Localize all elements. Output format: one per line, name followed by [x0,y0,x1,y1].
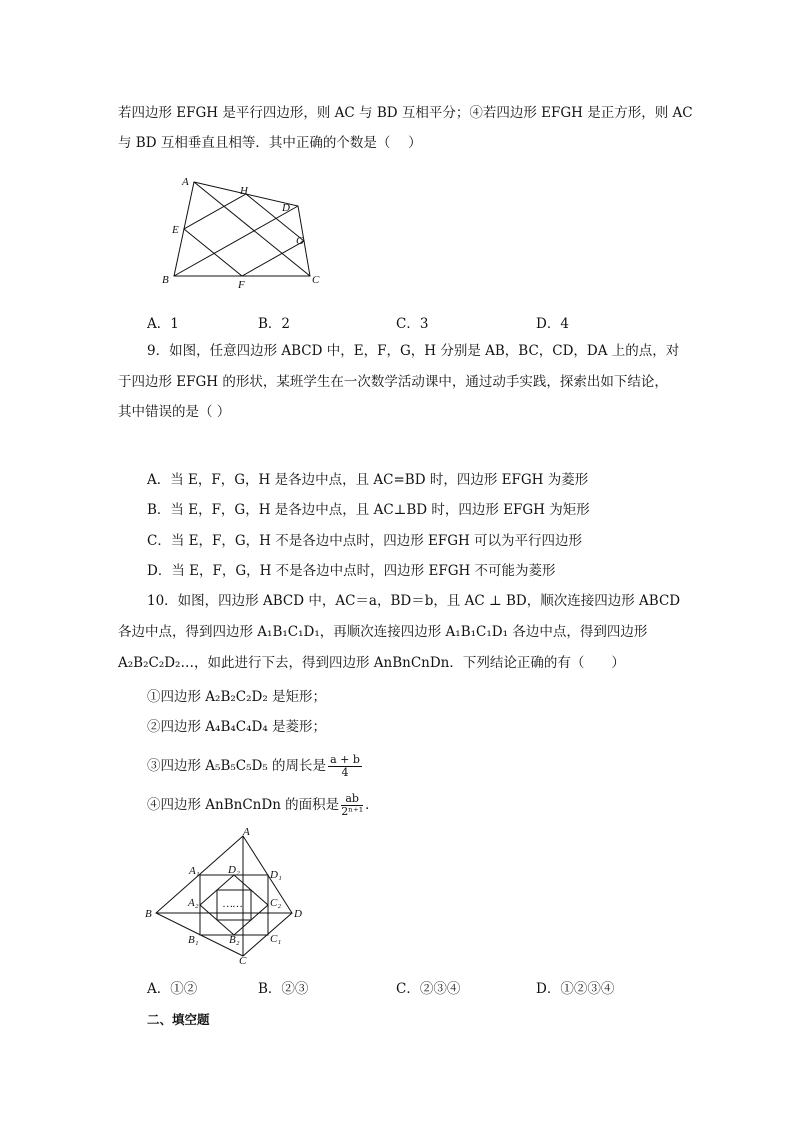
q10-statement-3 [147,752,364,780]
q9-option-c: C．当 E，F，G，H 不是各边中点时，四边形 EFGH 可以为平行四边形 [147,533,583,549]
label-d1: D₁ [270,869,282,881]
q10-option-a: A．①② [147,981,198,997]
label-a1: A₁ [189,865,200,877]
q8-option-a: A．1 [147,316,179,332]
diag-ac [194,182,310,276]
q8-option-b: B．2 [258,316,291,332]
q8-figure [160,172,330,292]
q8-option-c: C．3 [396,316,429,332]
q10-option-c: C．②③④ [396,981,461,997]
q9-text-line1: 9．如图，任意四边形 ABCD 中，E，F，G，H 分别是 AB，BC，CD，DA 上的点，对 [147,343,680,359]
q8-option-d: D．4 [536,316,569,332]
label-a2: A₂ [188,897,199,909]
label-c: C [239,955,247,966]
q10-figure [142,826,312,966]
q10-statement-1: ①四边形 A₂B₂C₂D₂ 是矩形； [147,689,327,705]
q8-text-line1: 若四边形 EFGH 是平行四边形，则 AC 与 BD 互相平分；④若四边形 EFGH 是正方形，则 AC [118,105,693,121]
label-h: H [240,185,248,197]
q9-text-line2: 于四边形 EFGH 的形状，某班学生在一次数学活动课中，通过动手实践，探索出如下结论， [118,374,668,390]
label-b: B [145,908,152,920]
s4-suffix: ． [365,797,379,813]
label-dots: …… [223,898,243,910]
s3-numerator: a + b [330,753,360,766]
label-a: A [182,176,189,188]
q9-option-a: A．当 E，F，G，H 是各边中点，且 AC=BD 时，四边形 EFGH 为菱形 [147,472,589,488]
s3-fraction [328,754,362,779]
q10-text-line2: 各边中点，得到四边形 A₁B₁C₁D₁，再顺次连接四边形 A₁B₁C₁D₁ 各边中点，得到四边形 [118,624,648,640]
label-c: C [312,274,320,286]
label-b2: B₂ [229,934,240,946]
label-c1: C₁ [270,933,282,945]
section-heading-fill-in: 二、填空题 [147,1012,210,1027]
label-e: E [172,224,179,236]
s3-prefix: ③四边形 A₅B₅C₅D₅ 的周长是 [147,758,327,774]
q10-option-b: B．②③ [258,981,309,997]
q9-text-line3: 其中错误的是（ ） [118,404,231,420]
label-d: D [282,202,290,214]
s4-numerator: ab [341,793,363,806]
label-g: G [296,235,304,247]
label-f: F [238,279,245,291]
q10-text-line3: A₂B₂C₂D₂…，如此进行下去，得到四边形 AnBnCnDn．下列结论正确的有（ ） [118,655,625,671]
q10-statement-2: ②四边形 A₄B₄C₄D₄ 是菱形； [147,719,327,735]
label-d: D [294,908,302,920]
q10-statement-4 [147,791,379,819]
s4-denominator: 2ⁿ⁺¹ [341,805,364,818]
label-b1: B₁ [188,934,199,946]
s3-denominator: 4 [341,766,349,779]
q9-option-b: B．当 E，F，G，H 是各边中点，且 AC⊥BD 时，四边形 EFGH 为矩形 [147,502,590,518]
label-c2: C₂ [270,897,282,909]
label-b: B [162,274,169,286]
s4-prefix: ④四边形 AnBnCnDn 的面积是 [147,797,340,813]
q10-text-line1: 10．如图，四边形 ABCD 中，AC＝a，BD＝b，且 AC ⊥ BD，顺次连接四边形 ABCD [147,593,681,609]
label-a: A [243,826,250,838]
s4-fraction [341,793,363,818]
q9-option-d: D．当 E，F，G，H 不是各边中点时，四边形 EFGH 不可能为菱形 [147,563,556,579]
q8-text-line2: 与 BD 互相垂直且相等．其中正确的个数是（ ） [118,135,422,151]
q10-option-d: D．①②③④ [536,981,615,997]
label-d2: D₂ [228,864,240,876]
